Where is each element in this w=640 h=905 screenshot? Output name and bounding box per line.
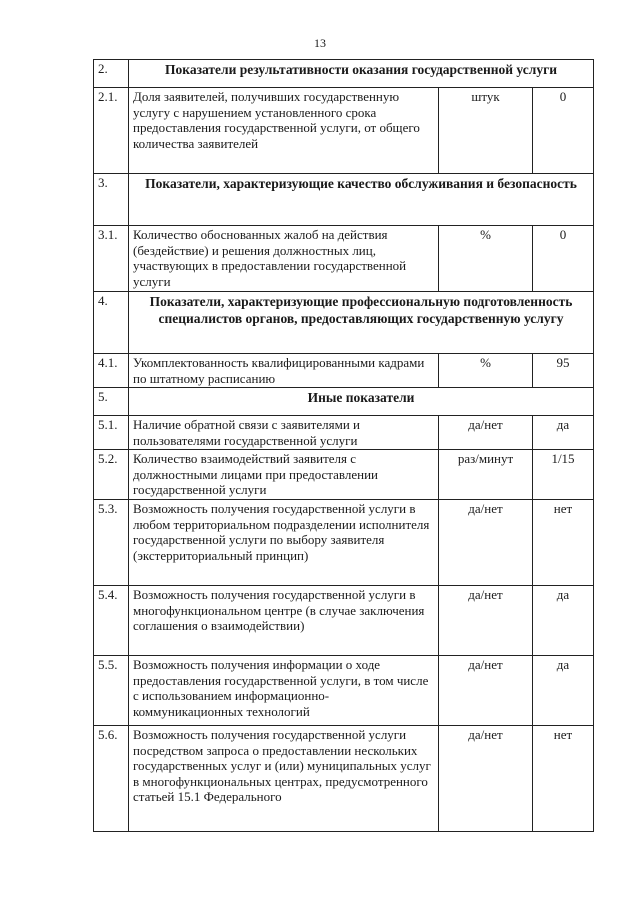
section-row (94, 388, 594, 416)
indicator-value: 0 (533, 88, 594, 174)
indicator-row (94, 416, 594, 450)
indicator-value: нет (533, 726, 594, 832)
indicator-row (94, 586, 594, 656)
indicator-unit: да/нет (439, 656, 533, 726)
indicator-name: Возможность получения государственной услуги в многофункциональном центре (в случае заключения соглашения о взаимодействии) (129, 586, 439, 656)
indicator-value: нет (533, 500, 594, 586)
indicator-name: Количество обоснованных жалоб на действия (бездействие) и решения должностных лиц, участвующих в предоставлении государственной услуги (129, 226, 439, 292)
row-number: 5.1. (94, 416, 129, 450)
indicator-name: Возможность получения государственной услуги посредством запроса о предоставлении нескольких государственных услуг и (или) муниципальных услуг в многофункциональных центрах, предусмотренного статьей 15.1 Федерального (129, 726, 439, 832)
section-row (94, 60, 594, 88)
indicator-row (94, 88, 594, 174)
row-number: 3.1. (94, 226, 129, 292)
indicators-table-body (94, 60, 594, 832)
indicator-row (94, 450, 594, 500)
indicators-table (93, 59, 594, 832)
indicator-unit: % (439, 226, 533, 292)
indicator-unit: да/нет (439, 586, 533, 656)
section-title: Иные показатели (129, 388, 594, 416)
indicator-row (94, 226, 594, 292)
section-row (94, 292, 594, 354)
page-number: 13 (314, 36, 326, 50)
indicator-value: да (533, 416, 594, 450)
section-row (94, 174, 594, 226)
section-title: Показатели, характеризующие качество обслуживания и безопасность (129, 174, 594, 226)
indicator-unit: да/нет (439, 726, 533, 832)
row-number: 4.1. (94, 354, 129, 388)
indicator-value: да (533, 586, 594, 656)
indicator-value: 1/15 (533, 450, 594, 500)
indicator-unit: да/нет (439, 500, 533, 586)
row-number: 5.5. (94, 656, 129, 726)
indicator-row (94, 656, 594, 726)
indicator-row (94, 726, 594, 832)
indicator-name: Наличие обратной связи с заявителями и пользователями государственной услуги (129, 416, 439, 450)
indicator-value: 95 (533, 354, 594, 388)
indicator-name: Доля заявителей, получивших государственную услугу с нарушением установленного срока предоставления государственной услуги, от общего количества заявителей (129, 88, 439, 174)
row-number: 2.1. (94, 88, 129, 174)
row-number: 5.3. (94, 500, 129, 586)
indicator-name: Количество взаимодействий заявителя с должностными лицами при предоставлении государственной услуги (129, 450, 439, 500)
indicator-unit: да/нет (439, 416, 533, 450)
indicator-value: 0 (533, 226, 594, 292)
indicator-unit: раз/минут (439, 450, 533, 500)
indicator-row (94, 500, 594, 586)
section-title: Показатели результативности оказания государственной услуги (129, 60, 594, 88)
row-number: 5.4. (94, 586, 129, 656)
row-number: 5.2. (94, 450, 129, 500)
indicator-name: Возможность получения государственной услуги в любом территориальном подразделении исполнителя государственной услуги по выбору заявителя (экстерриториальный принцип) (129, 500, 439, 586)
indicator-unit: % (439, 354, 533, 388)
row-number: 3. (94, 174, 129, 226)
section-title: Показатели, характеризующие профессиональную подготовленность специалистов органов, предоставляющих государственную услугу (129, 292, 594, 354)
row-number: 2. (94, 60, 129, 88)
row-number: 5.6. (94, 726, 129, 832)
row-number: 4. (94, 292, 129, 354)
indicator-name: Укомплектованность квалифицированными кадрами по штатному расписанию (129, 354, 439, 388)
indicator-name: Возможность получения информации о ходе предоставления государственной услуги, в том числе с использованием информационно-коммуникационных технологий (129, 656, 439, 726)
indicator-value: да (533, 656, 594, 726)
indicator-unit: штук (439, 88, 533, 174)
indicator-row (94, 354, 594, 388)
row-number: 5. (94, 388, 129, 416)
